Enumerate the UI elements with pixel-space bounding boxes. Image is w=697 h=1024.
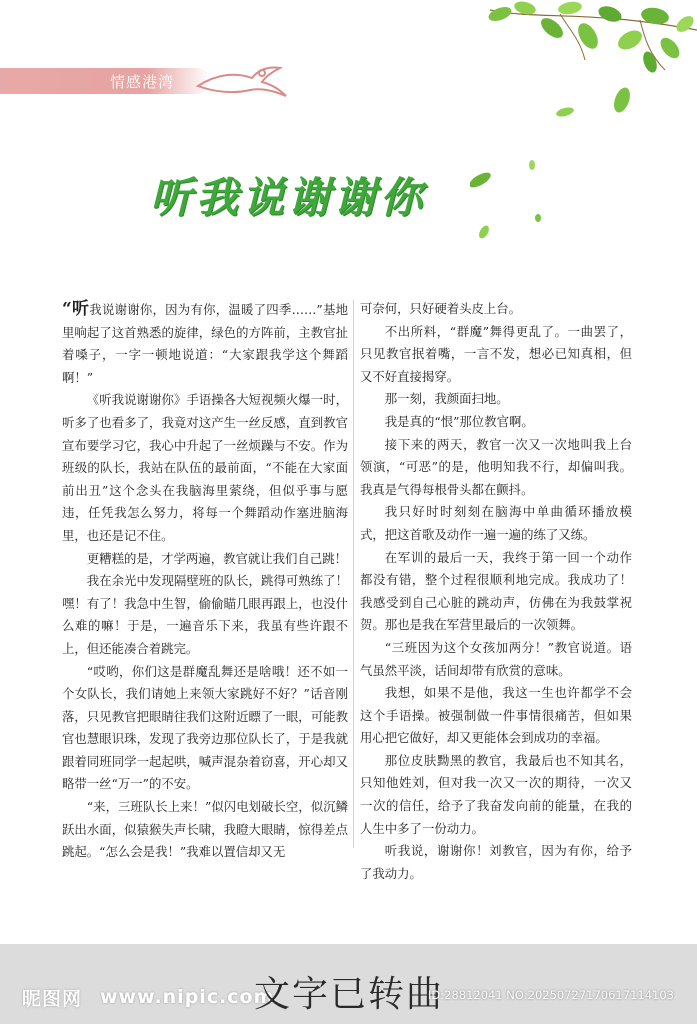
paragraph: 听我说，谢谢你！刘教官，因为有你，给予了我动力。 xyxy=(360,843,632,881)
right-column xyxy=(360,298,632,885)
section-label: 情感港湾 xyxy=(110,73,175,91)
section-tab xyxy=(0,68,210,94)
left-column xyxy=(62,298,348,864)
watermark-id: ID:28812041 NO:20250727170617114103 xyxy=(428,988,674,1002)
outlined-text-note: 文字已转曲 xyxy=(254,974,445,1015)
paragraph: 那一刻，我颜面扫地。 xyxy=(384,391,509,407)
paragraph: 那位皮肤黝黑的教官，我最后也不知其名，只知他姓刘，但对我一次又一次的期待，一次又一次的信任，给予了我奋发向前的能量，在我的人生中多了一份动力。 xyxy=(360,752,632,836)
opening-quote-char: “听 xyxy=(62,299,90,319)
column-divider xyxy=(353,300,354,848)
swallow-icon xyxy=(196,60,288,100)
paragraph: “三班因为这个女孩加两分！”教官说道。语气虽然平淡，话间却带有欣赏的意味。 xyxy=(360,639,632,678)
paragraph: 《听我说谢谢你》手语操各大短视频火爆一时，听多了也看多了，我竟对这产生一丝反感，直到教官宣布要学习它，我心中升起了一丝烦躁与不安。作为班级的队长，我站在队伍的最前面，“不能在大家面前出丑”这个念头在我脑海里萦绕，但似乎事与愿违，任凭我怎么努力，将每一个舞蹈动作塞进脑海里，也还是记不住。 xyxy=(62,392,348,543)
paragraph: 在军训的最后一天，我终于第一回一个动作都没有错，整个过程很顺利地完成。我成功了！我感受到自己心脏的跳动声，仿佛在为我鼓掌祝贺。那也是我在军营里最后的一次领舞。 xyxy=(360,549,632,633)
article-title: 听我说谢谢你 xyxy=(150,173,427,222)
paragraph: “来，三班队长上来！”似闪电划破长空，似沉鳞跃出水面，似猿猴失声长啸，我瞪大眼睛，惊得差点跳起。“怎么会是我！”我难以置信却又无 xyxy=(62,799,348,860)
paragraph: 我在余光中发现隔壁班的队长，跳得可熟练了！嘿！有了！我急中生智，偷偷瞄几眼再跟上，也没什么难的嘛！于是，一遍音乐下来，我虽有些许跟不上，但还能凑合着跳完。 xyxy=(62,573,348,656)
hanging-leaves-icon xyxy=(470,0,697,250)
paragraph: 不出所料，“群魔”舞得更乱了。一曲罢了，只见教官抿着嘴，一言不发，想必已知真相，但又不好直接揭穿。 xyxy=(360,323,632,384)
paragraph: 更糟糕的是，才学两遍，教官就让我们自己跳！ xyxy=(86,550,347,566)
paragraph: “哎哟，你们这是群魔乱舞还是啥哦！还不如一个女队长，我们请她上来领大家跳好不好？”话音刚落，只见教官把眼睛往我们这附近瞟了一眼，可能教官也慧眼识珠，发现了我旁边那位队长了，于是我就跟着同班同学一起起哄，喊声混杂着窃喜，开心却又略带一丝“万一”的不安。 xyxy=(62,663,348,792)
paragraph: “听我说谢谢你，因为有你，温暖了四季……”基地里响起了这首熟悉的旋律，绿色的方阵前，主教官扯着嗓子，一字一顿地说道：“大家跟我学这个舞蹈啊！” xyxy=(62,299,348,385)
paragraph: 我是真的“恨”那位教官啊。 xyxy=(384,413,534,429)
paragraph: 可奈何，只好硬着头皮上台。 xyxy=(360,301,522,316)
paragraph: 我只好时时刻刻在脑海中单曲循环播放模式，把这首歌及动作一遍一遍的练了又练。 xyxy=(360,504,632,542)
watermark-logo: 昵图网 xyxy=(22,988,83,1010)
paragraph: 接下来的两天，教官一次又一次地叫我上台领演，“可恶”的是，他明知我不行，却偏叫我。我真是气得每根骨头都在颤抖。 xyxy=(360,436,632,497)
paragraph: 我想，如果不是他，我这一生也许都学不会这个手语操。被强制做一件事情很痛苦，但如果用心把它做好，却又更能体会到成功的幸福。 xyxy=(360,685,632,746)
watermark-site: www.nipic.com xyxy=(100,986,275,1008)
